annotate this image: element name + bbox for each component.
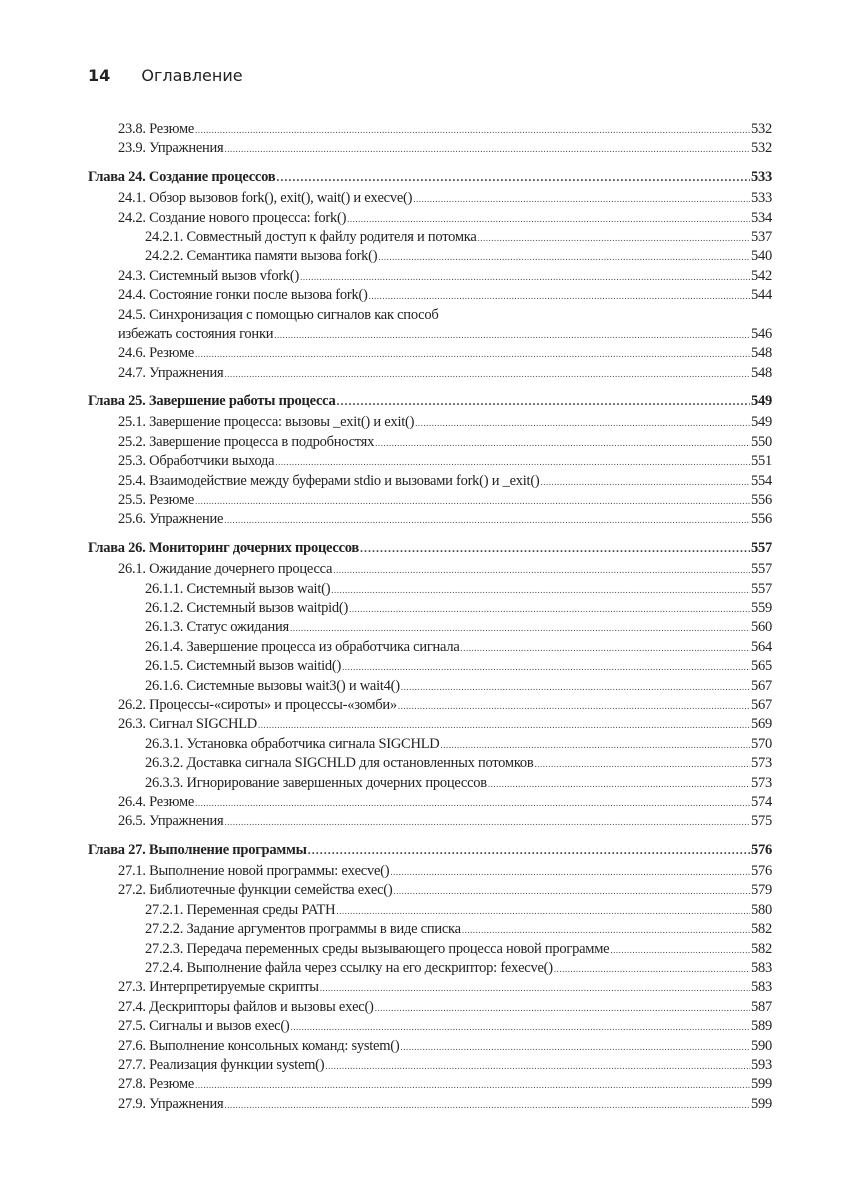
toc-entry-title: 27.6. Выполнение консольных команд: system() bbox=[118, 1037, 400, 1054]
toc-page-number: 587 bbox=[751, 998, 772, 1015]
toc-page-number: 557 bbox=[751, 561, 772, 578]
toc-page-number: 580 bbox=[751, 901, 772, 918]
dot-leader bbox=[337, 392, 750, 411]
dot-leader bbox=[276, 168, 750, 187]
dot-leader bbox=[224, 139, 750, 159]
toc-page-number: 569 bbox=[751, 716, 772, 733]
toc-entry[interactable] bbox=[88, 998, 772, 1017]
toc-entry[interactable] bbox=[88, 139, 772, 158]
toc-entry[interactable] bbox=[88, 862, 772, 881]
dot-leader bbox=[224, 1095, 750, 1115]
toc-entry-title: 26.1.1. Системный вызов wait() bbox=[145, 580, 331, 597]
toc-entry-title: Глава 27. Выполнение программы bbox=[88, 841, 307, 858]
toc-page-number: 532 bbox=[751, 121, 772, 137]
toc-entry-title: 27.5. Сигналы и вызов exec() bbox=[118, 1018, 290, 1035]
dot-leader bbox=[300, 267, 750, 287]
toc-page-number: 564 bbox=[751, 638, 772, 655]
toc-entry[interactable] bbox=[88, 433, 772, 452]
dot-leader bbox=[342, 657, 750, 677]
toc-page-number: 583 bbox=[751, 979, 772, 996]
dot-leader bbox=[224, 510, 750, 530]
toc-entry-title: Глава 26. Мониторинг дочерних процессов bbox=[88, 539, 359, 556]
toc-entry[interactable] bbox=[88, 677, 772, 696]
toc-entry[interactable] bbox=[88, 560, 772, 579]
toc-page-number: 556 bbox=[751, 492, 772, 509]
toc-entry-title: 27.2.3. Передача переменных среды вызывающего процесса новой программе bbox=[145, 940, 610, 957]
toc-entry-title: 27.2.2. Задание аргументов программы в виде списка bbox=[145, 921, 461, 938]
toc-page-number: 567 bbox=[751, 677, 772, 694]
toc-page-number: 533 bbox=[751, 168, 772, 185]
dot-leader bbox=[461, 638, 750, 658]
toc-page-number: 548 bbox=[751, 364, 772, 381]
toc-entry-title: 27.9. Упражнения bbox=[118, 1095, 224, 1112]
toc-chapter[interactable] bbox=[88, 168, 772, 187]
toc-entry[interactable] bbox=[88, 120, 772, 139]
toc-entry-title: 24.7. Упражнения bbox=[118, 364, 224, 381]
toc-page-number: 559 bbox=[751, 599, 772, 616]
toc-entry-title: 26.4. Резюме bbox=[118, 793, 195, 810]
toc-chapter[interactable] bbox=[88, 392, 772, 411]
toc-entry[interactable] bbox=[88, 812, 772, 831]
toc-entry-title: 26.3.2. Доставка сигнала SIGCHLD для остановленных потомков bbox=[145, 755, 534, 772]
toc-entry[interactable] bbox=[88, 920, 772, 939]
toc-entry-title: 26.1.6. Системные вызовы wait3() и wait4() bbox=[145, 677, 400, 694]
dot-leader bbox=[195, 1075, 750, 1095]
toc-page-number: 589 bbox=[751, 1018, 772, 1035]
toc-page-number: 546 bbox=[751, 325, 772, 342]
toc-entry[interactable] bbox=[88, 247, 772, 266]
toc-page-number: 582 bbox=[751, 940, 772, 957]
toc-page-number: 590 bbox=[751, 1037, 772, 1054]
toc-entry[interactable] bbox=[88, 793, 772, 812]
toc-chapter[interactable] bbox=[88, 841, 772, 860]
dot-leader bbox=[258, 715, 750, 735]
dot-leader bbox=[195, 120, 750, 140]
dot-leader bbox=[393, 881, 750, 901]
toc-entry[interactable] bbox=[88, 491, 772, 510]
toc-entry-title: 27.2. Библиотечные функции семейства exec() bbox=[118, 882, 393, 899]
dot-leader bbox=[398, 696, 750, 716]
toc-entry[interactable] bbox=[88, 754, 772, 773]
toc-page-number: 573 bbox=[751, 755, 772, 772]
toc-entry-title-line: 24.5. Синхронизация с помощью сигналов как способ bbox=[118, 306, 439, 323]
dot-leader bbox=[325, 1056, 750, 1076]
toc-page-number: 548 bbox=[751, 345, 772, 362]
toc-entry[interactable] bbox=[88, 1075, 772, 1094]
dot-leader bbox=[195, 491, 750, 511]
toc-entry[interactable] bbox=[88, 901, 772, 920]
table-of-contents bbox=[88, 120, 772, 1114]
toc-entry[interactable] bbox=[88, 286, 772, 305]
toc-entry-title: 26.5. Упражнения bbox=[118, 813, 224, 830]
toc-page-number: 540 bbox=[751, 248, 772, 265]
toc-entry-title: 27.2.1. Переменная среды PATH bbox=[145, 901, 336, 918]
toc-entry[interactable] bbox=[88, 1037, 772, 1056]
toc-page-number: 550 bbox=[751, 433, 772, 450]
toc-entry-title: 25.4. Взаимодействие между буферами stdio и вызовами fork() и _exit() bbox=[118, 472, 540, 489]
toc-page-number: 533 bbox=[751, 190, 772, 207]
toc-entry-title: 27.8. Резюме bbox=[118, 1076, 195, 1093]
toc-entry[interactable] bbox=[88, 344, 772, 363]
toc-entry-title: 24.3. Системный вызов vfork() bbox=[118, 267, 300, 284]
toc-entry[interactable] bbox=[88, 1056, 772, 1075]
toc-entry-title: 26.3.1. Установка обработчика сигнала SIGCHLD bbox=[145, 735, 440, 752]
dot-leader bbox=[369, 286, 750, 306]
toc-page-number: 583 bbox=[751, 960, 772, 977]
dot-leader bbox=[320, 978, 750, 998]
dot-leader bbox=[375, 433, 750, 453]
toc-page-number: 599 bbox=[751, 1095, 772, 1112]
toc-page-number: 570 bbox=[751, 735, 772, 752]
dot-leader bbox=[274, 325, 750, 345]
toc-entry[interactable] bbox=[88, 618, 772, 637]
toc-entry[interactable] bbox=[88, 715, 772, 734]
toc-entry-title: 24.4. Состояние гонки после вызова fork() bbox=[118, 287, 368, 304]
toc-entry[interactable] bbox=[88, 978, 772, 997]
toc-page-number: 557 bbox=[751, 580, 772, 597]
toc-entry[interactable] bbox=[88, 696, 772, 715]
dot-leader bbox=[290, 1017, 750, 1037]
toc-entry[interactable] bbox=[88, 881, 772, 900]
dot-leader bbox=[375, 998, 750, 1018]
dot-leader bbox=[195, 344, 750, 364]
dot-leader bbox=[224, 812, 750, 832]
toc-page-number: 544 bbox=[751, 287, 772, 304]
toc-entry[interactable] bbox=[88, 325, 772, 344]
toc-entry[interactable] bbox=[88, 940, 772, 959]
dot-leader bbox=[360, 539, 750, 558]
dot-leader bbox=[400, 1037, 750, 1057]
toc-entry-title: 27.1. Выполнение новой программы: execve() bbox=[118, 863, 390, 880]
toc-page-number: 576 bbox=[751, 841, 772, 858]
toc-entry[interactable] bbox=[88, 364, 772, 383]
toc-entry-title: 26.1.4. Завершение процесса из обработчика сигнала bbox=[145, 638, 460, 655]
dot-leader bbox=[462, 920, 750, 940]
toc-entry-title: 24.2.1. Совместный доступ к файлу родителя и потомка bbox=[145, 228, 477, 245]
toc-entry[interactable] bbox=[88, 209, 772, 228]
toc-entry-title: 25.6. Упражнение bbox=[118, 511, 224, 528]
toc-entry[interactable] bbox=[88, 510, 772, 529]
toc-entry-title: 24.2.2. Семантика памяти вызова fork() bbox=[145, 248, 378, 265]
toc-entry-title: Глава 25. Завершение работы процесса bbox=[88, 393, 336, 410]
toc-page-number: 574 bbox=[751, 793, 772, 810]
toc-entry[interactable] bbox=[88, 735, 772, 754]
toc-entry[interactable] bbox=[88, 774, 772, 793]
toc-page-number: 579 bbox=[751, 882, 772, 899]
toc-page-number: 582 bbox=[751, 921, 772, 938]
toc-page-number: 557 bbox=[751, 539, 772, 556]
toc-page-number: 599 bbox=[751, 1076, 772, 1093]
toc-entry[interactable] bbox=[88, 267, 772, 286]
running-title: Оглавление bbox=[141, 66, 243, 85]
toc-entry-title: 26.3.3. Игнорирование завершенных дочерних процессов bbox=[145, 774, 487, 791]
dot-leader bbox=[308, 841, 750, 860]
toc-entry[interactable] bbox=[88, 599, 772, 618]
toc-entry[interactable] bbox=[88, 452, 772, 471]
dot-leader bbox=[331, 580, 750, 600]
toc-entry-title: 25.1. Завершение процесса: вызовы _exit() и exit() bbox=[118, 414, 415, 431]
toc-page-number: 554 bbox=[751, 472, 772, 489]
toc-entry-title: 24.6. Резюме bbox=[118, 345, 195, 362]
toc-entry[interactable] bbox=[88, 228, 772, 247]
toc-entry-title: 27.2.4. Выполнение файла через ссылку на его дескриптор: fexecve() bbox=[145, 960, 553, 977]
toc-entry[interactable] bbox=[88, 657, 772, 676]
toc-page-number: 573 bbox=[751, 774, 772, 791]
toc-entry-title: 26.1.5. Системный вызов waitid() bbox=[145, 658, 342, 675]
toc-entry[interactable] bbox=[88, 1017, 772, 1036]
toc-entry-title: 24.2. Создание нового процесса: fork() bbox=[118, 209, 347, 226]
toc-entry-title: 27.4. Дескрипторы файлов и вызовы exec() bbox=[118, 998, 374, 1015]
dot-leader bbox=[610, 940, 750, 960]
toc-page-number: 534 bbox=[751, 209, 772, 226]
dot-leader bbox=[478, 228, 750, 248]
toc-entry-title: 25.2. Завершение процесса в подробностях bbox=[118, 433, 375, 450]
dot-leader bbox=[540, 472, 750, 492]
dot-leader bbox=[349, 599, 750, 619]
toc-entry-title: 24.1. Обзор вызовов fork(), exit(), wait() и execve() bbox=[118, 190, 413, 207]
toc-page-number: 576 bbox=[751, 863, 772, 880]
dot-leader bbox=[535, 754, 751, 774]
toc-page-number: 560 bbox=[751, 619, 772, 636]
toc-entry[interactable] bbox=[88, 189, 772, 208]
toc-entry[interactable] bbox=[88, 472, 772, 491]
toc-chapter[interactable] bbox=[88, 539, 772, 558]
toc-page-number: 551 bbox=[751, 453, 772, 470]
toc-entry-title: Глава 24. Создание процессов bbox=[88, 168, 276, 185]
dot-leader bbox=[195, 793, 750, 813]
toc-entry[interactable] bbox=[88, 959, 772, 978]
toc-entry-title: 23.9. Упражнения bbox=[118, 140, 224, 157]
toc-entry[interactable] bbox=[88, 580, 772, 599]
toc-page-number: 556 bbox=[751, 511, 772, 528]
toc-entry-title: 26.1.3. Статус ожидания bbox=[145, 619, 289, 636]
toc-page-number: 593 bbox=[751, 1056, 772, 1073]
toc-page-number: 575 bbox=[751, 813, 772, 830]
dot-leader bbox=[488, 774, 750, 794]
toc-entry-title: 26.1. Ожидание дочернего процесса bbox=[118, 561, 333, 578]
toc-entry[interactable] bbox=[88, 638, 772, 657]
toc-page-number: 565 bbox=[751, 658, 772, 675]
dot-leader bbox=[336, 901, 750, 921]
dot-leader bbox=[347, 209, 750, 229]
toc-entry-title: 25.3. Обработчики выхода bbox=[118, 453, 275, 470]
running-header bbox=[88, 66, 243, 85]
toc-entry[interactable] bbox=[88, 413, 772, 432]
toc-entry-title: избежать состояния гонки bbox=[118, 325, 274, 342]
toc-entry-title: 23.8. Резюме bbox=[118, 121, 195, 137]
dot-leader bbox=[333, 560, 750, 580]
dot-leader bbox=[390, 862, 750, 882]
dot-leader bbox=[401, 677, 750, 697]
toc-entry-title: 27.7. Реализация функции system() bbox=[118, 1056, 325, 1073]
dot-leader bbox=[415, 413, 750, 433]
toc-page-number: 537 bbox=[751, 228, 772, 245]
dot-leader bbox=[554, 959, 750, 979]
toc-page-number: 532 bbox=[751, 140, 772, 157]
toc-page-number: 567 bbox=[751, 696, 772, 713]
toc-entry-title: 26.3. Сигнал SIGCHLD bbox=[118, 716, 258, 733]
dot-leader bbox=[275, 452, 750, 472]
toc-entry-title: 27.3. Интерпретируемые скрипты bbox=[118, 979, 319, 996]
toc-entry-title: 26.2. Процессы-«сироты» и процессы-«зомби» bbox=[118, 696, 397, 713]
toc-entry-title: 26.1.2. Системный вызов waitpid() bbox=[145, 599, 349, 616]
toc-page-number: 549 bbox=[751, 393, 772, 410]
dot-leader bbox=[378, 247, 750, 267]
toc-entry[interactable] bbox=[88, 1095, 772, 1114]
toc-page-number: 549 bbox=[751, 414, 772, 431]
dot-leader bbox=[224, 364, 750, 384]
dot-leader bbox=[441, 735, 750, 755]
dot-leader bbox=[290, 618, 750, 638]
toc-entry-title: 25.5. Резюме bbox=[118, 492, 195, 509]
dot-leader bbox=[413, 189, 750, 209]
page-number: 14 bbox=[88, 66, 111, 85]
toc-page-number: 542 bbox=[751, 267, 772, 284]
